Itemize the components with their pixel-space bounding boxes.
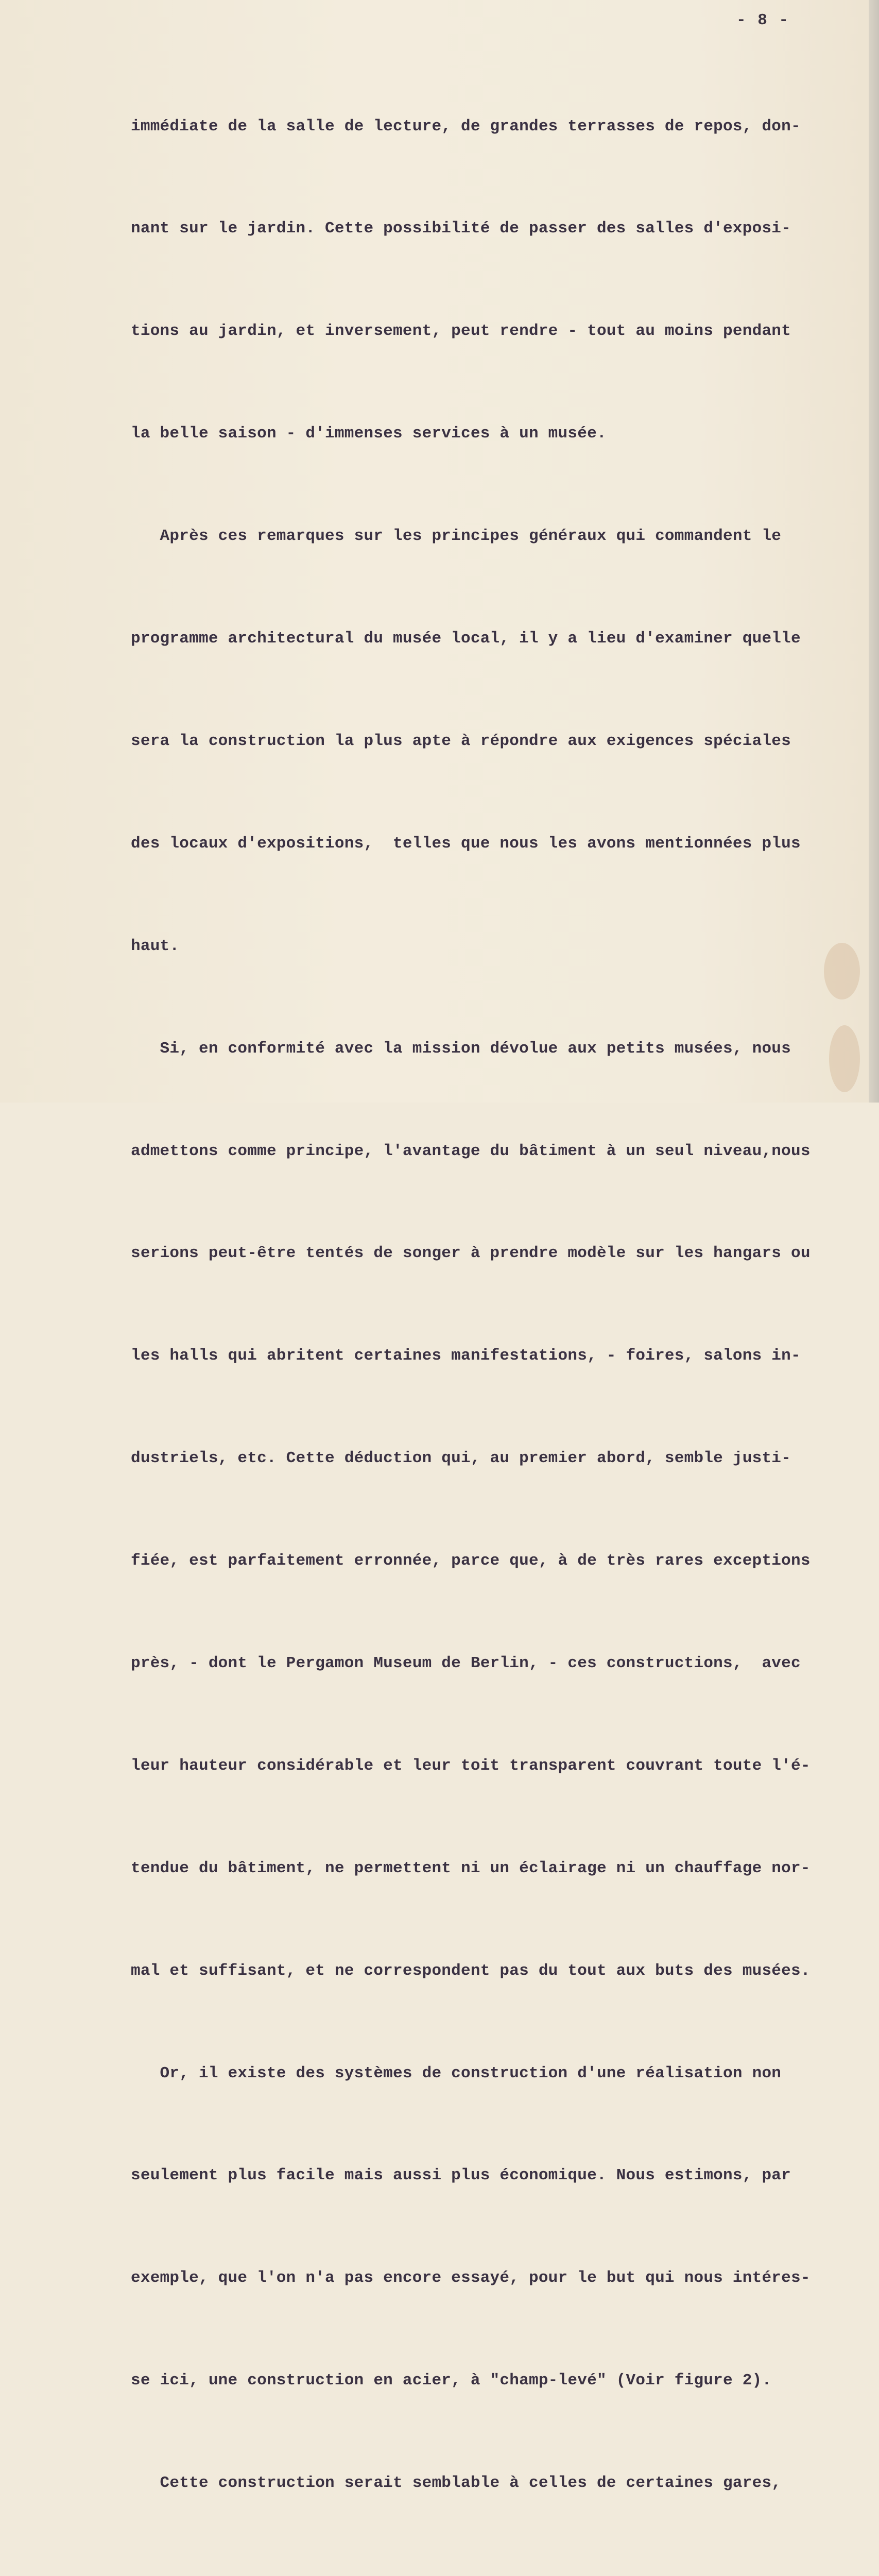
text-line: programme architectural du musée local, il y a lieu d'examiner quelle — [131, 630, 801, 648]
text-line: haut. — [131, 937, 180, 955]
text-line: Si, en conformité avec la mission dévolue aux petits musées, nous — [131, 1039, 791, 1058]
text-line: leur hauteur considérable et leur toit transparent couvrant toute l'é- — [131, 1756, 811, 1775]
text-line: près, - dont le Pergamon Museum de Berlin, - ces constructions, avec — [131, 1654, 801, 1672]
text-line: sera la construction la plus apte à répondre aux exigences spéciales — [131, 732, 791, 750]
text-line: tendue du bâtiment, ne permettent ni un éclairage ni un chauffage nor- — [131, 1859, 811, 1877]
text-line: Après ces remarques sur les principes généraux qui commandent le — [131, 527, 782, 546]
text-line: admettons comme principe, l'avantage du bâtiment à un seul niveau,nous — [131, 1142, 811, 1160]
page-number: - 8 - — [736, 11, 790, 29]
text-line: la belle saison - d'immenses services à un musée. — [131, 425, 607, 443]
text-line: Cette construction serait semblable à celles de certaines gares, — [131, 2474, 782, 2493]
text-line — [131, 2569, 862, 2576]
text-line: mal et suffisant, et ne correspondent pas du tout aux buts des musées. — [131, 1961, 811, 1980]
page-edge — [869, 0, 879, 1103]
text-line: les halls qui abritent certaines manifestations, - foires, salons in- — [131, 1347, 801, 1365]
text-line: Or, il existe des systèmes de construction d'une réalisation non — [131, 2064, 782, 2082]
text-line: se ici, une construction en acier, à "champ-levé" (Voir figure 2). — [131, 2371, 772, 2390]
text-line: serions peut-être tentés de songer à prendre modèle sur les hangars ou — [131, 1244, 811, 1263]
text-line: des locaux d'expositions, telles que nous les avons mentionnées plus — [131, 834, 801, 853]
text-line: dustriels, etc. Cette déduction qui, au premier abord, semble justi- — [131, 1449, 791, 1468]
text-line: seulement plus facile mais aussi plus économique. Nous estimons, par — [131, 2166, 791, 2185]
text-line: tions au jardin, et inversement, peut rendre - tout au moins pendant — [131, 322, 791, 341]
typewritten-text — [131, 41, 862, 2576]
text-line: exemple, que l'on n'a pas encore essayé, pour le but qui nous intéres- — [131, 2269, 811, 2287]
text-line: nant sur le jardin. Cette possibilité de passer des salles d'exposi- — [131, 219, 791, 238]
text-line: immédiate de la salle de lecture, de grandes terrasses de repos, don- — [131, 117, 801, 135]
text-line: fiée, est parfaitement erronnée, parce que, à de très rares exceptions — [131, 1552, 811, 1570]
